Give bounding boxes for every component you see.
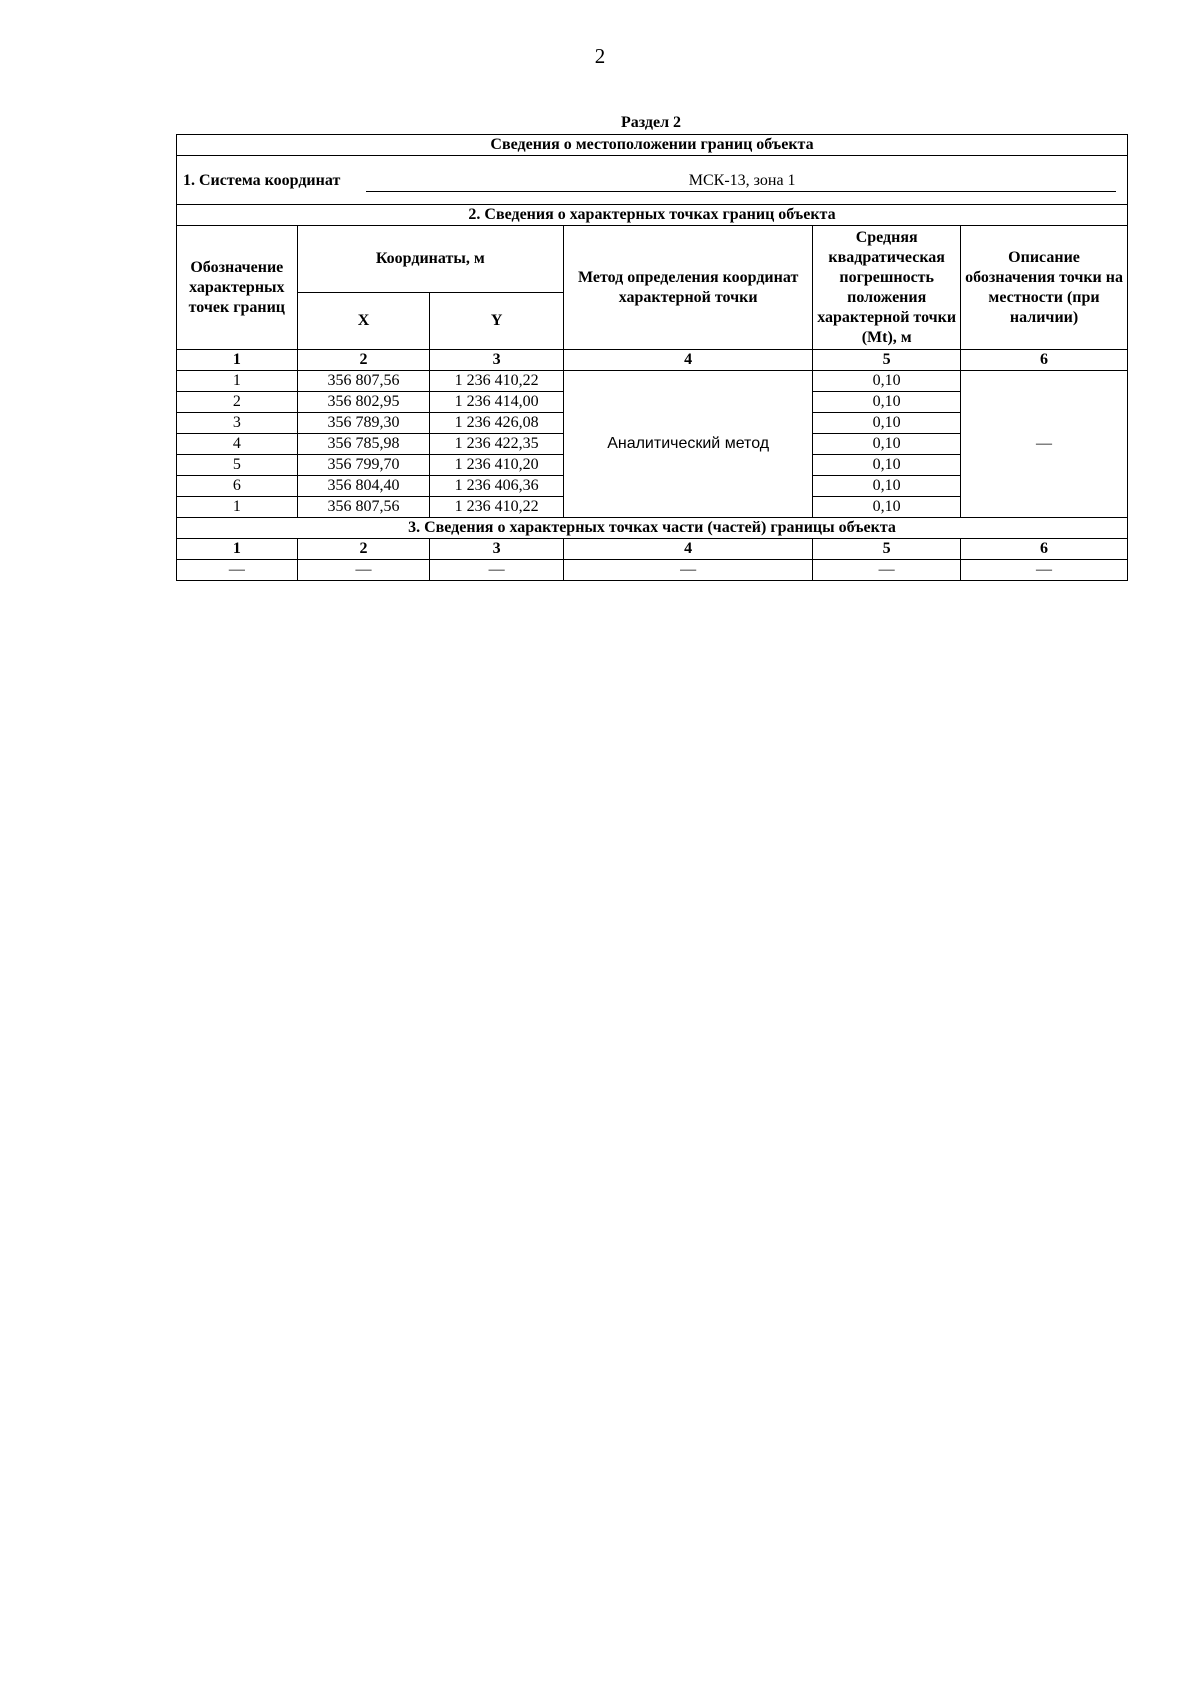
error-value: 0,10: [813, 455, 961, 476]
method-value: Аналитический метод: [564, 371, 813, 518]
section3-title: 3. Сведения о характерных точках части (частей) границы объекта: [177, 518, 1128, 539]
table-row: [177, 371, 1128, 392]
coordinate-y: 1 236 422,35: [430, 434, 564, 455]
error-value: 0,10: [813, 371, 961, 392]
coordinate-y: 1 236 426,08: [430, 413, 564, 434]
point-number: 6: [177, 476, 298, 497]
empty-cell: —: [813, 560, 961, 581]
column-number: 6: [961, 350, 1128, 371]
section2-column-numbers: [177, 350, 1128, 371]
column-number: 3: [430, 539, 564, 560]
header-point: Обозначение характерных точек границ: [177, 226, 298, 350]
description-value: —: [961, 371, 1128, 518]
empty-cell: —: [177, 560, 298, 581]
coordinate-x: 356 799,70: [297, 455, 430, 476]
section3-title-row: [177, 518, 1128, 539]
section3-column-numbers: [177, 539, 1128, 560]
section2-header-row: [177, 226, 1128, 293]
coordinate-y: 1 236 410,22: [430, 497, 564, 518]
section-title: Раздел 2: [620, 114, 682, 131]
point-number: 3: [177, 413, 298, 434]
error-value: 0,10: [813, 434, 961, 455]
coordinate-y: 1 236 414,00: [430, 392, 564, 413]
coordinate-system-row: [177, 156, 1128, 205]
error-value: 0,10: [813, 497, 961, 518]
empty-cell: —: [961, 560, 1128, 581]
page-number: 2: [594, 44, 606, 68]
table-title-row: [177, 135, 1128, 156]
point-number: 5: [177, 455, 298, 476]
table-title: Сведения о местоположении границ объекта: [177, 135, 1128, 156]
coordinate-x: 356 807,56: [297, 497, 430, 518]
column-number: 2: [297, 539, 430, 560]
coordinate-x: 356 804,40: [297, 476, 430, 497]
column-number: 5: [813, 539, 961, 560]
coordinate-system-value: МСК-13, зона 1: [366, 171, 1116, 192]
error-value: 0,10: [813, 413, 961, 434]
table-row: [177, 560, 1128, 581]
error-value: 0,10: [813, 392, 961, 413]
header-method: Метод определения координат характерной точки: [564, 226, 813, 350]
boundary-table: [176, 134, 1128, 581]
column-number: 5: [813, 350, 961, 371]
coordinate-y: 1 236 410,22: [430, 371, 564, 392]
header-description: Описание обозначения точки на местности (при наличии): [961, 226, 1128, 350]
coordinate-x: 356 807,56: [297, 371, 430, 392]
header-coordinates: Координаты, м: [297, 226, 563, 293]
empty-cell: —: [564, 560, 813, 581]
column-number: 1: [177, 539, 298, 560]
coordinate-x: 356 785,98: [297, 434, 430, 455]
column-number: 1: [177, 350, 298, 371]
point-number: 4: [177, 434, 298, 455]
column-number: 4: [564, 539, 813, 560]
column-number: 4: [564, 350, 813, 371]
point-number: 2: [177, 392, 298, 413]
empty-cell: —: [430, 560, 564, 581]
coordinate-x: 356 802,95: [297, 392, 430, 413]
column-number: 3: [430, 350, 564, 371]
coordinate-y: 1 236 406,36: [430, 476, 564, 497]
header-x: X: [297, 293, 430, 350]
coordinate-y: 1 236 410,20: [430, 455, 564, 476]
header-y: Y: [430, 293, 564, 350]
coordinate-system-label: 1. Система координат: [183, 172, 341, 189]
error-value: 0,10: [813, 476, 961, 497]
point-number: 1: [177, 371, 298, 392]
section2-title-row: [177, 205, 1128, 226]
column-number: 6: [961, 539, 1128, 560]
point-number: 1: [177, 497, 298, 518]
section2-title: 2. Сведения о характерных точках границ объекта: [177, 205, 1128, 226]
empty-cell: —: [297, 560, 430, 581]
column-number: 2: [297, 350, 430, 371]
header-error: Средняя квадратическая погрешность положения характерной точки (Mt), м: [813, 226, 961, 350]
coordinate-x: 356 789,30: [297, 413, 430, 434]
